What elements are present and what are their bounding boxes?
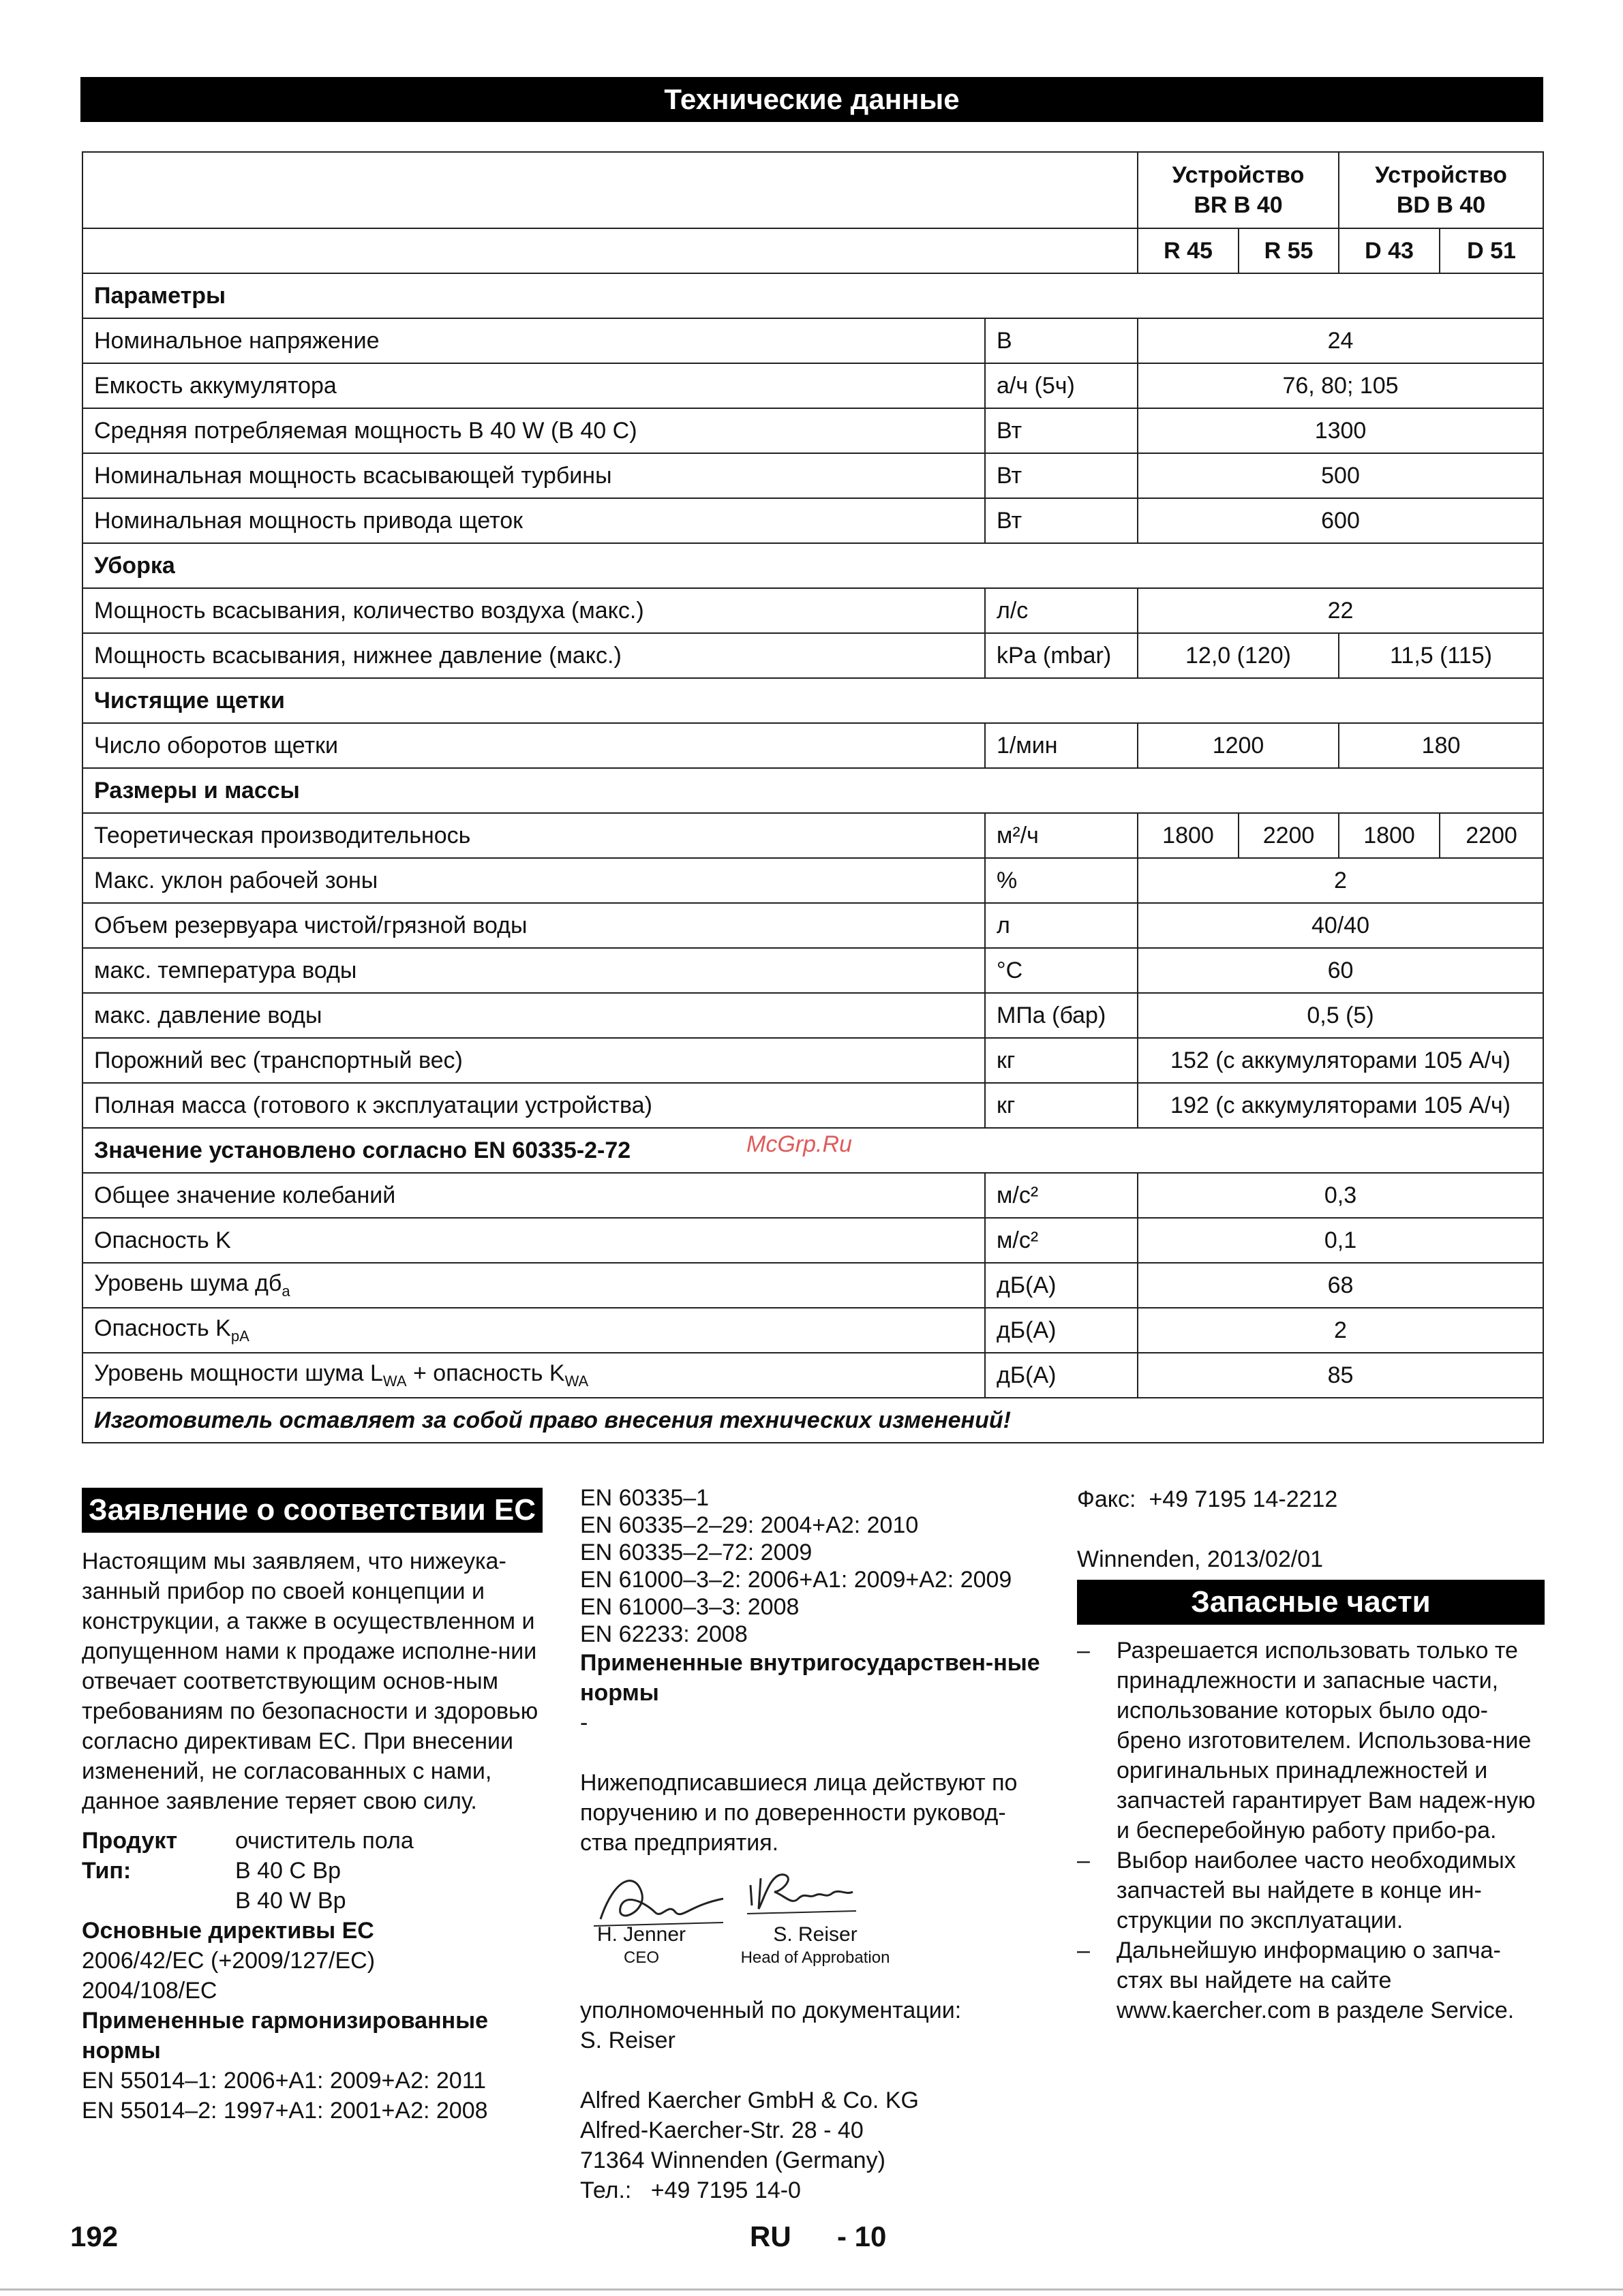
row-label-subscript: pA [230,1327,249,1345]
row-unit: В [985,318,1138,363]
row-label [82,1353,985,1398]
row-label-text: Число оборотов щетки [94,732,339,759]
model-header: R 45 [1138,228,1239,273]
page-number: 192 [70,2220,119,2252]
spare-item-text: Дальнейшую информацию о запча-стях вы найдете на сайте www.kaercher.com в разделе Service. [1117,1938,1515,2023]
row-label-text: Полная масса (готового к эксплуатации устройства) [94,1092,652,1118]
table-row [82,1308,1543,1353]
norm-item: EN 60335–2–29: 2004+A2: 2010 [580,1512,919,1538]
model-header: D 43 [1339,228,1440,273]
row-value: 1800 [1138,813,1239,858]
table-header-row [82,152,1543,228]
norm-item: EN 62233: 2008 [580,1621,748,1647]
type-value: B 40 W Bp [235,1888,346,1914]
row-label [82,1083,985,1128]
harmonized-heading: Примененные гармонизированные нормы [82,2008,489,2064]
row-unit: м/с² [985,1218,1138,1263]
watermark: McGrp.Ru [746,1131,852,1157]
row-label [82,363,985,408]
row-label-text: Макс. уклон рабочей зоны [94,867,378,893]
declaration-heading: Заявление о соответствии ЕС [82,1488,543,1533]
row-unit: м²/ч [985,813,1138,858]
table-row [82,1083,1543,1128]
row-value: 2 [1138,1308,1543,1353]
company-line: 71364 Winnenden (Germany) [580,2147,885,2173]
row-label [82,453,985,498]
table-row [82,813,1543,858]
row-unit: °C [985,948,1138,993]
table-note: Изготовитель оставляет за собой право внесения технических изменений! [82,1398,1543,1443]
row-unit: Вт [985,498,1138,543]
signer-jenner-role: CEO [623,1948,659,1967]
spare-parts-list [1077,1636,1545,2025]
spare-item-text: Разрешается использовать только те принадлежности и запасные части, использование которых было одо-брено изготовителем. Использова-ние оригинальных принадлежностей и запчастей гарантирует Вам надеж-ную и бесперебойную работу прибо-ра. [1117,1638,1536,1843]
declaration-column [82,1488,543,2126]
row-unit: л/с [985,588,1138,633]
model-header: D 51 [1440,228,1543,273]
row-label [82,1263,985,1308]
language-code: RU [750,2220,791,2252]
table-row [82,498,1543,543]
company-line: Alfred-Kaercher-Str. 28 - 40 [580,2117,864,2143]
row-unit: Вт [985,453,1138,498]
page-title: Технические данные [80,77,1543,122]
row-label-text: Номинальная мощность привода щеток [94,507,523,534]
list-item [1077,1935,1545,2025]
signer-jenner [594,1923,689,1970]
table-row [82,858,1543,903]
row-label-subscript: a [282,1282,290,1300]
row-value: 12,0 (120) [1138,633,1339,678]
row-value: 68 [1138,1263,1543,1308]
table-row [82,588,1543,633]
row-unit: кг [985,1038,1138,1083]
company-line: Alfred Kaercher GmbH & Co. KG [580,2087,919,2113]
row-label [82,633,985,678]
table-row [82,1038,1543,1083]
row-label [82,318,985,363]
harmonized-norm: EN 55014–1: 2006+A1: 2009+A2: 2011 [82,2068,486,2094]
row-unit: дБ(A) [985,1308,1138,1353]
list-item [1077,1846,1545,1935]
list-dash: – [1077,1638,1090,1664]
table-row [82,318,1543,363]
row-label-text: Опасность K [94,1315,231,1342]
row-label-text: Опасность K [94,1227,231,1253]
row-label-text: Емкость аккумулятора [94,372,337,399]
norm-item: EN 61000–3–2: 2006+A1: 2009+A2: 2009 [580,1567,1012,1593]
row-label [82,588,985,633]
section-heading: Чистящие щетки [82,678,1543,723]
row-value: 500 [1138,453,1543,498]
table-row [82,948,1543,993]
row-value: 76, 80; 105 [1138,363,1543,408]
row-value: 2200 [1440,813,1543,858]
signer-reiser-role: Head of Approbation [740,1948,890,1967]
row-label-text: Общее значение колебаний [94,1182,396,1208]
table-row [82,1263,1543,1308]
section-row [82,678,1543,723]
header-blank [82,152,1138,228]
row-value: 40/40 [1138,903,1543,948]
ec-directive: 2004/108/EC [82,1978,217,2004]
row-unit: 1/мин [985,723,1138,768]
norm-item: EN 60335–1 [580,1485,710,1511]
row-value: 24 [1138,318,1543,363]
row-label-text: Уровень шума дб [94,1270,282,1297]
declaration-body: Настоящим мы заявляем, что нижеука-занный прибор по своей концепции и конструкции, а также в осуществленном и допущенном нами к продаже исполне-нии отвечает соответствующим основ-ным требованиям по безопасности и здоровью согласно директивам ЕС. При внесении изменений, не согласованных с нами, данное заявление теряет свою силу. [82,1548,539,1814]
signer-reiser [723,1923,907,1970]
list-item [1077,1636,1545,1846]
row-label-text: Номинальная мощность всасывающей турбины [94,462,612,489]
row-value: 1200 [1138,723,1339,768]
row-unit: л [985,903,1138,948]
row-label-subscript: WA [382,1372,407,1390]
signer-jenner-name: H. Jenner [596,1923,686,1946]
harmonized-norm: EN 55014–2: 1997+A1: 2001+A2: 2008 [82,2098,488,2124]
row-value: 22 [1138,588,1543,633]
row-unit: МПа (бар) [985,993,1138,1038]
signature-reiser-icon [744,1858,860,1933]
row-label [82,723,985,768]
row-label-text: Мощность всасывания, количество воздуха (макс.) [94,597,644,624]
row-value: 0,3 [1138,1173,1543,1218]
row-label [82,1038,985,1083]
table-row [82,1353,1543,1398]
authorized-text: уполномоченный по документации: [580,1997,962,2023]
signature-area [580,1858,1048,1987]
row-label-text: Объем резервуара чистой/грязной воды [94,912,528,938]
type-value: B 40 C Bp [235,1858,341,1884]
national-norms-heading: Примененные внутригосударствен-ные нормы [580,1650,1040,1706]
table-row [82,723,1543,768]
row-label-text: Мощность всасывания, нижнее давление (макс.) [94,642,622,669]
table-models-row [82,228,1543,273]
ec-directive: 2006/42/EC (+2009/127/EC) [82,1948,376,1974]
row-value: 85 [1138,1353,1543,1398]
sub-page-number: - 10 [837,2220,887,2252]
section-heading: Уборка [82,543,1543,588]
row-label [82,813,985,858]
list-dash: – [1077,1938,1090,1963]
row-value: 60 [1138,948,1543,993]
product-row [82,1826,543,1856]
authorized-name: S. Reiser [580,2027,676,2053]
table-row [82,408,1543,453]
row-unit: дБ(A) [985,1353,1138,1398]
device-header: Устройство BD B 40 [1339,152,1543,228]
table-row [82,633,1543,678]
row-unit: Вт [985,408,1138,453]
row-value: 1800 [1339,813,1440,858]
row-label [82,408,985,453]
row-value: 1300 [1138,408,1543,453]
row-label-text: Номинальное напряжение [94,327,380,354]
row-unit: а/ч (5ч) [985,363,1138,408]
table-row [82,453,1543,498]
table-row [82,993,1543,1038]
table-row [82,903,1543,948]
row-value: 0,1 [1138,1218,1543,1263]
row-label [82,993,985,1038]
section-row [82,768,1543,813]
row-label [82,1218,985,1263]
national-norms-value: - [580,1710,588,1736]
fax-line: Факс: +49 7195 14-2212 [1077,1486,1338,1512]
section-heading: Значение установлено согласно EN 60335-2-72 [82,1128,1543,1173]
signer-reiser-name: S. Reiser [773,1923,858,1946]
spec-table [82,151,1544,1443]
row-value: 2200 [1239,813,1339,858]
row-label [82,498,985,543]
row-label [82,948,985,993]
type-label: Тип: [82,1858,132,1884]
table-row [82,363,1543,408]
row-label [82,1308,985,1353]
section-heading: Параметры [82,273,1543,318]
row-label [82,903,985,948]
row-unit: кг [985,1083,1138,1128]
row-label [82,1173,985,1218]
row-value: 11,5 (115) [1339,633,1543,678]
row-value: 600 [1138,498,1543,543]
table-note-row [82,1398,1543,1443]
row-label-subscript: WA [564,1372,589,1390]
product-label: Продукт [82,1828,178,1854]
right-column [1077,1484,1545,2025]
spare-item-text: Выбор наиболее часто необходимых запчастей вы найдете в конце ин-струкции по эксплуатации. [1117,1848,1516,1933]
row-label-text: Средняя потребляемая мощность B 40 W (B 40 C) [94,417,637,444]
row-label-text: + опасность K [406,1360,565,1387]
header-blank [82,228,1138,273]
row-label-text: Уровень мощности шума L [94,1360,383,1387]
norm-item: EN 61000–3–3: 2008 [580,1594,800,1620]
table-row [82,1218,1543,1263]
spare-parts-heading: Запасные части [1077,1580,1545,1625]
row-label-text: макс. температура воды [94,957,357,983]
bottom-rule [0,2289,1623,2291]
row-value: 0,5 (5) [1138,993,1543,1038]
row-unit: % [985,858,1138,903]
section-row [82,543,1543,588]
signatories-text: Нижеподписавшиеся лица действуют по поручению и по доверенности руковод-ства предприятия. [580,1770,1018,1856]
list-dash: – [1077,1848,1090,1873]
row-value: 192 (с аккумуляторами 105 А/ч) [1138,1083,1543,1128]
type-row [82,1856,543,1916]
table-row [82,1173,1543,1218]
row-label-text: Порожний вес (транспортный вес) [94,1047,463,1073]
row-unit: м/с² [985,1173,1138,1218]
model-header: R 55 [1239,228,1339,273]
device-header: Устройство BR B 40 [1138,152,1339,228]
section-row [82,273,1543,318]
section-heading: Размеры и массы [82,768,1543,813]
row-label [82,858,985,903]
place-date: Winnenden, 2013/02/01 [1077,1546,1324,1572]
row-value: 152 (с аккумуляторами 105 А/ч) [1138,1038,1543,1083]
product-value: очиститель пола [235,1828,414,1854]
row-value: 180 [1339,723,1543,768]
norms-column [580,1484,1048,2205]
row-unit: kPa (mbar) [985,633,1138,678]
ec-directives-heading: Основные директивы ЕС [82,1918,374,1944]
row-unit: дБ(A) [985,1263,1138,1308]
company-phone: Тел.: +49 7195 14-0 [580,2177,801,2203]
row-label-text: Теоретическая производительнось [94,822,471,848]
norm-item: EN 60335–2–72: 2009 [580,1540,813,1565]
row-value: 2 [1138,858,1543,903]
row-label-text: макс. давление воды [94,1002,322,1028]
